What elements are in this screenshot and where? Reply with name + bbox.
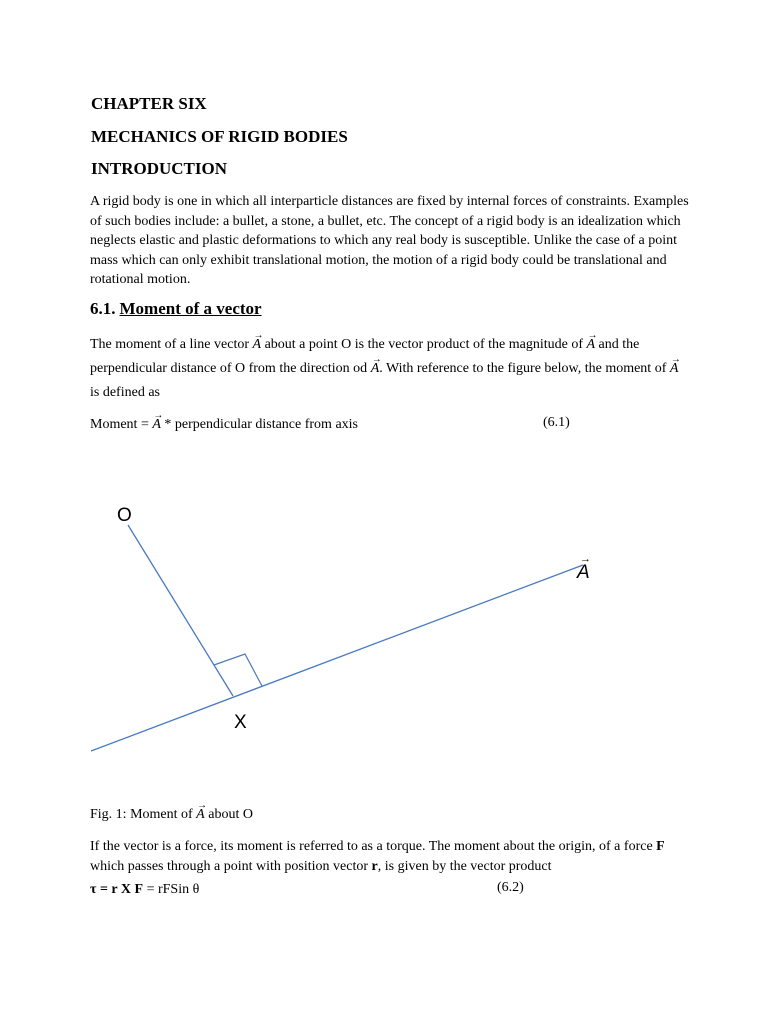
introduction-heading: INTRODUCTION xyxy=(91,159,228,178)
vector-a-label: A xyxy=(577,562,590,583)
vector-a-symbol: → A xyxy=(670,357,679,381)
equation-6-2: τ = r X F = rFSin θ xyxy=(90,882,200,897)
vector-a-symbol: → A xyxy=(152,415,161,435)
figure-caption: Fig. 1: Moment of → A about O xyxy=(90,805,690,825)
torque-paragraph: If the vector is a force, its moment is referred to as a torque. The moment about the origin, of a force F which passes through a point with position vector r, is given by the vector product xyxy=(90,839,665,874)
equation-number-6-2: (6.2) xyxy=(497,880,524,895)
right-angle-marker xyxy=(214,654,262,686)
vector-a-symbol: → A xyxy=(586,333,595,357)
point-x-label: X xyxy=(234,712,247,733)
intro-paragraph: A rigid body is one in which all interparticle distances are fixed by internal forces of constraints. Examples of such bodies include: a bullet, a stone, a bullet, etc. The concept of a rigid body is an idealization which neglects elastic and plastic deformations to which any real body is susceptible. Unlike the case of a point mass which can only exhibit translational motion, the motion of a rigid body could be translational and rotational motion. xyxy=(90,194,689,287)
section-number: 6.1. xyxy=(90,299,116,318)
vector-a-symbol: → A xyxy=(196,805,205,825)
perpendicular-line xyxy=(128,525,233,696)
vector-arrow-icon: → xyxy=(580,553,591,565)
moment-paragraph: The moment of a line vector → A about a point O is the vector product of the magnitude of → A and the perpendicular distance of O from the direction od → A. With reference to the figure below, the moment of → A is defined as xyxy=(90,333,690,405)
chapter-heading: CHAPTER SIX xyxy=(91,94,207,113)
vector-a-symbol: → A xyxy=(371,357,380,381)
chapter-title: MECHANICS OF RIGID BODIES xyxy=(91,127,348,146)
vector-a-line xyxy=(91,565,583,751)
moment-figure xyxy=(0,490,768,770)
equation-6-1: Moment = → A * perpendicular distance from axis xyxy=(90,415,690,435)
equation-number-6-1: (6.1) xyxy=(543,415,570,430)
section-title: Moment of a vector xyxy=(119,299,262,318)
point-o-label: O xyxy=(117,505,132,526)
vector-a-symbol: → A xyxy=(253,333,262,357)
section-heading xyxy=(90,299,262,319)
